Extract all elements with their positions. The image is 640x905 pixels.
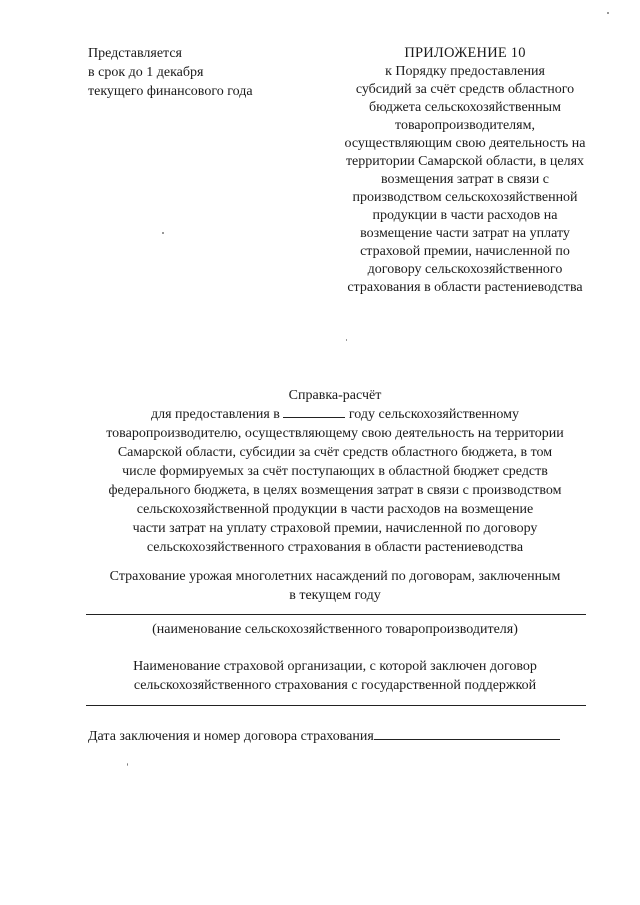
producer-caption: (наименование сельскохозяйственного товаропроизводителя) (152, 622, 518, 637)
certificate-line: товаропроизводителю, осуществляющему свою деятельность на территории (106, 426, 564, 441)
submission-note (88, 44, 318, 101)
certificate-line: сельскохозяйственной продукции в части расходов на возмещение (136, 502, 534, 517)
contract-field[interactable] (374, 727, 560, 740)
certificate-block (80, 386, 590, 557)
appendix-line: договору сельскохозяйственного (367, 262, 563, 277)
insurance-type-line: Страхование урожая многолетних насаждений по договорам, заключенным (109, 569, 561, 584)
submission-line: Представляется (88, 46, 182, 61)
certificate-line-suffix: году сельскохозяйственному (345, 407, 520, 422)
scan-speck (346, 339, 347, 341)
year-blank-field[interactable] (283, 406, 345, 418)
certificate-line: числе формируемых за счёт поступающих в областной бюджет средств (122, 464, 548, 479)
certificate-line: части затрат на уплату страховой премии, начисленной по договору (132, 521, 538, 536)
scan-speck (607, 12, 609, 14)
certificate-line: сельскохозяйственного страхования в области растениеводства (146, 540, 524, 555)
insurance-type-line: в текущем году (289, 588, 381, 603)
appendix-line: к Порядку предоставления (385, 64, 545, 79)
appendix-line: возмещения затрат в связи с (381, 172, 549, 187)
certificate-line-prefix: для предоставления в (150, 407, 284, 422)
contract-label: Дата заключения и номер договора страхования (88, 729, 374, 744)
insurer-label-line: сельскохозяйственного страхования с государственной поддержкой (133, 678, 537, 693)
appendix-line: субсидий за счёт средств областного (355, 82, 575, 97)
submission-line: в срок до 1 декабря (88, 65, 204, 80)
insurer-label-line: Наименование страховой организации, с которой заключен договор (133, 659, 537, 674)
appendix-line: страхования в области растениеводства (347, 280, 583, 295)
insurance-type (80, 567, 590, 605)
appendix-line: продукции в части расходов на (372, 208, 558, 223)
scan-speck (162, 232, 164, 234)
producer-name-field[interactable] (86, 614, 586, 615)
certificate-line: Самарской области, субсидии за счёт средств областного бюджета, в том (117, 445, 553, 460)
certificate-year-line (80, 405, 590, 424)
certificate-heading: Справка-расчёт (288, 388, 382, 403)
appendix-line: территории Самарской области, в целях (345, 154, 585, 169)
appendix-line: производством сельскохозяйственной (352, 190, 578, 205)
insurer-label (80, 657, 590, 695)
appendix-block (318, 44, 612, 297)
appendix-line: страховой премии, начисленной по (360, 244, 570, 259)
appendix-line: возмещение части затрат на уплату (360, 226, 570, 241)
appendix-body (318, 63, 612, 297)
submission-line: текущего финансового года (88, 84, 253, 99)
certificate-line: федерального бюджета, в целях возмещения затрат в связи с производством (108, 483, 562, 498)
appendix-line: осуществляющим свою деятельность на (344, 136, 586, 151)
insurer-name-field[interactable] (86, 705, 586, 706)
contract-row (88, 727, 598, 746)
appendix-title: ПРИЛОЖЕНИЕ 10 (404, 45, 526, 61)
appendix-line: товаропроизводителям, (395, 118, 535, 133)
appendix-line: бюджета сельскохозяйственным (369, 100, 561, 115)
scan-speck (127, 763, 128, 766)
